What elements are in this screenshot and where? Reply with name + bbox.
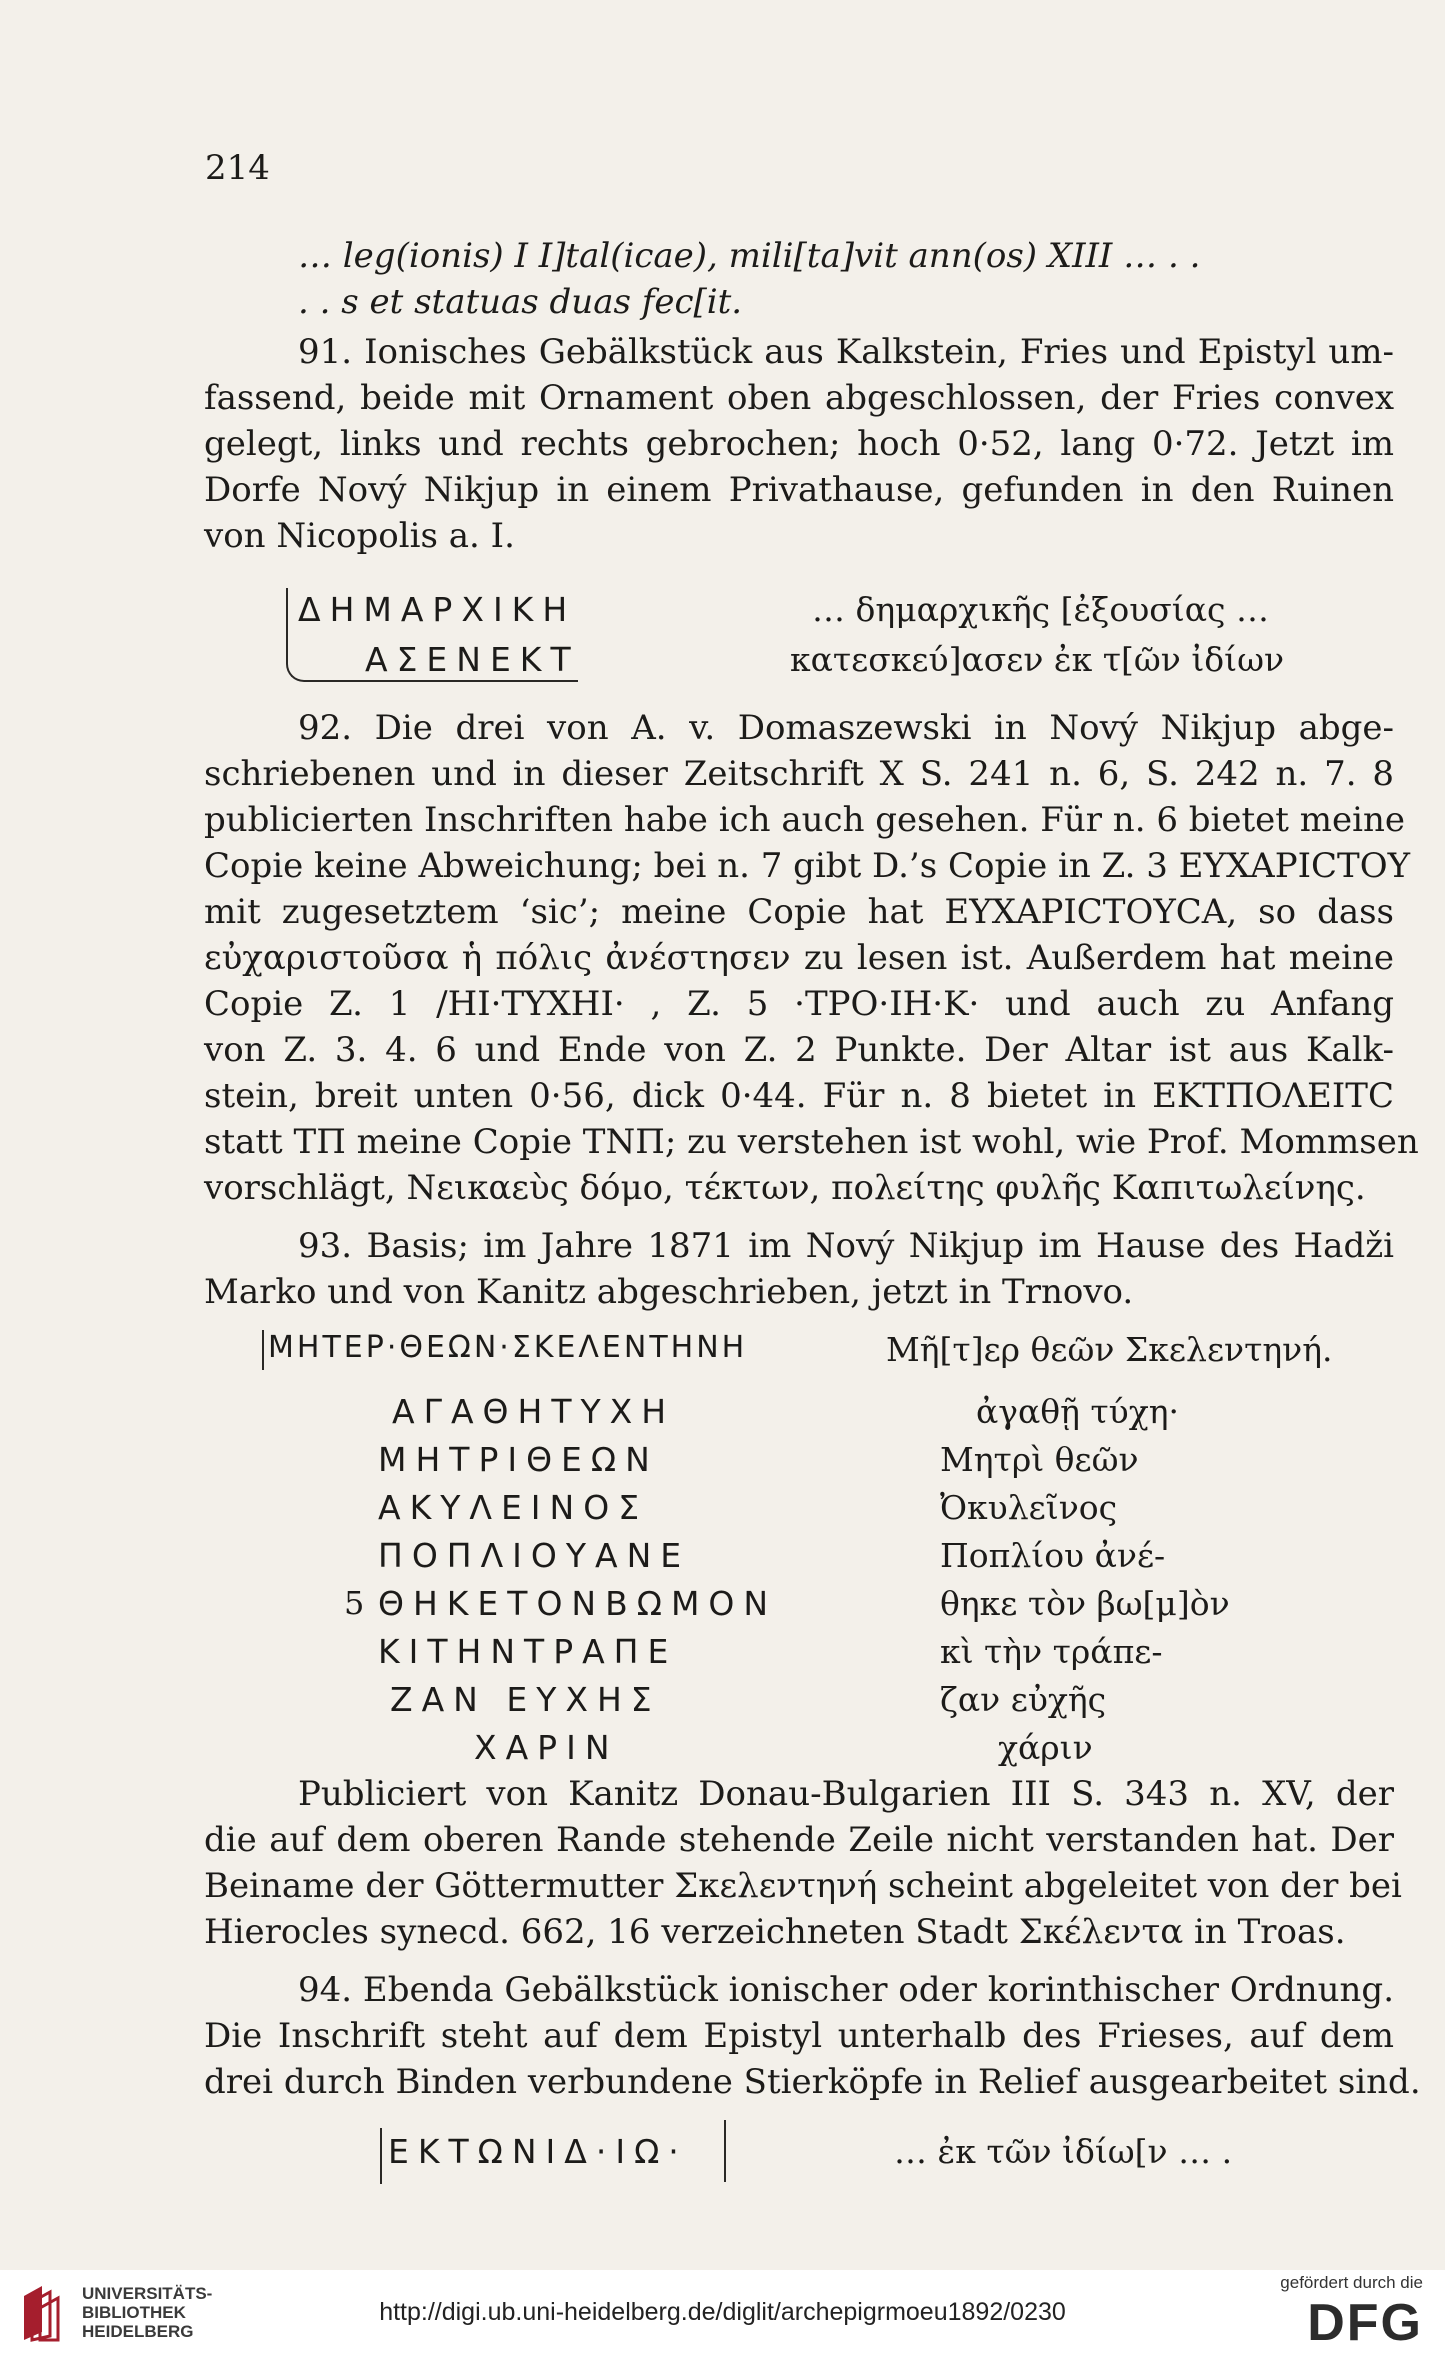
inscription-line: ΘΗΚΕΤΟΝΒΩΜΟΝ	[378, 1584, 778, 1623]
transcription-line: κατεσκεύ]ασεν ἐκ τ[ῶν ἰδίων	[790, 640, 1285, 679]
library-line: HEIDELBERG	[82, 2322, 194, 2341]
s93-after-line: Publiciert von Kanitz Donau-Bulgarien III S. 343 n. XV, der	[298, 1774, 1394, 1814]
header-inscription: ΜΗΤΕΡ·ΘΕΩΝ·ΣΚΕΛΕΝΤΗΝΗ	[268, 1330, 748, 1365]
s94-line: Die Inschrift steht auf dem Epistyl unterhalb des Frieses, auf dem	[204, 2016, 1394, 2056]
inscription-line: ΠΟΠΛΙΟΥΑΝΕ	[378, 1536, 691, 1575]
inscription-line: ΕΚΤΩΝΙΔ·ΙΩ·	[388, 2132, 688, 2171]
s94-line: 94. Ebenda Gebälkstück ionischer oder korinthischer Ordnung.	[298, 1970, 1394, 2010]
s92-line: publicierten Inschriften habe ich auch gesehen. Für n. 6 bietet meine	[204, 800, 1406, 840]
s92-line: εὐχαριστοῦσα ἡ πόλις ἀνέστησεν zu lesen ist. Außerdem hat meine	[204, 938, 1394, 978]
library-line: BIBLIOTHEK	[82, 2303, 186, 2322]
s93-line: 93. Basis; im Jahre 1871 im Nový Nikjup im Hause des Hadži	[298, 1226, 1394, 1266]
page-number: 214	[205, 148, 270, 188]
s93-line: Marko und von Kanitz abgeschrieben, jetzt in Trnovo.	[204, 1272, 1134, 1312]
s91-line: von Nicopolis a. I.	[204, 516, 515, 556]
inscription-line: ΔΗΜΑΡΧΙΚΗ	[298, 590, 577, 629]
transcription-line: χάριν	[998, 1728, 1093, 1767]
s92-line: statt ΤΠ meine Copie ΤΝΠ; zu verstehen ist wohl, wie Prof. Mommsen	[204, 1122, 1419, 1162]
bracket-mark	[724, 2120, 726, 2182]
transcription-line: Ποπλίου ἀνέ-	[940, 1536, 1166, 1575]
header-transcription: Μῆ[τ]ερ θεῶν Σκελεντηνή.	[886, 1330, 1333, 1369]
s91-line: fassend, beide mit Ornament oben abgeschlossen, der Fries convex	[204, 378, 1394, 418]
line-number: 5	[344, 1584, 365, 1622]
library-line: UNIVERSITÄTS-	[82, 2284, 213, 2303]
s92-line: 92. Die drei von A. v. Domaszewski in Nový Nikjup abge-	[298, 708, 1394, 748]
source-url-link[interactable]: http://digi.ub.uni-heidelberg.de/diglit/archepigrmoeu1892/0230	[379, 2298, 1066, 2326]
inscription-line: ΑΚΥΛΕΙΝΟΣ	[378, 1488, 649, 1527]
s93-after-line: Beiname der Göttermutter Σκελεντηνή scheint abgeleitet von der bei	[204, 1866, 1402, 1906]
transcription-line: κὶ τὴν τράπε-	[940, 1632, 1163, 1671]
transcription-line: θηκε τὸν βω[μ]ὸν	[940, 1584, 1230, 1623]
inscription-line: ΚΙΤΗΝΤΡΑΠΕ	[378, 1632, 678, 1671]
transcription-line: ζαν εὐχῆς	[940, 1680, 1107, 1719]
s92-line: von Z. 3. 4. 6 und Ende von Z. 2 Punkte. Der Altar ist aus Kalk-	[204, 1030, 1394, 1070]
s92-line: Copie keine Abweichung; bei n. 7 gibt D.’s Copie in Z. 3 ΕΥΧΑΡΙСΤΟΥ	[204, 846, 1411, 886]
inscription-line: ΖΑΝ ΕΥΧΗΣ	[390, 1680, 661, 1719]
inscription-line: ΜΗΤΡΙΘΕΩΝ	[378, 1440, 659, 1479]
s92-line: stein, breit unten 0·56, dick 0·44. Für n. 8 bietet in ΕΚΤΠΟΛΕΙΤС	[204, 1076, 1394, 1116]
s92-line: schriebenen und in dieser Zeitschrift X S. 241 n. 6, S. 242 n. 7. 8	[204, 754, 1394, 794]
s92-line: Copie Z. 1 /ΗΙ·ΤΥΧΗΙ· , Z. 5 ·ΤΡΟ·ΙΗ·Κ· und auch zu Anfang	[204, 984, 1394, 1024]
bracket-mark	[380, 2128, 382, 2184]
s92-line: mit zugesetztem ‘sic’; meine Copie hat ΕΥΧΑΡΙСΤΟΥСΑ, so dass	[204, 892, 1394, 932]
s93-after-line: die auf dem oberen Rande stehende Zeile nicht verstanden hat. Der	[204, 1820, 1394, 1860]
s91-line: Dorfe Nový Nikjup in einem Privathause, gefunden in den Ruinen	[204, 470, 1394, 510]
transcription-line: Ὀκυλεῖνος	[940, 1488, 1118, 1527]
inscription-line: ΑΣΕΝΕΚΤ	[365, 640, 580, 679]
s91-line: 91. Ionisches Gebälkstück aus Kalkstein, Fries und Epistyl um-	[298, 332, 1394, 372]
transcription-line: … ἐκ τῶν ἰδίω[ν … .	[894, 2132, 1233, 2171]
transcription-line: Μητρὶ θεῶν	[940, 1440, 1139, 1479]
intro-line-2: . . s et statuas duas fec[it.	[298, 282, 743, 322]
transcription-line: … δημαρχικῆς [ἐξουσίας …	[812, 590, 1269, 629]
s93-after-line: Hierocles synecd. 662, 16 verzeichneten Stadt Σκέλεντα in Troas.	[204, 1912, 1346, 1952]
inscription-line: ΑΓΑΘΗΤΥΧΗ	[392, 1392, 676, 1431]
s94-line: drei durch Binden verbundene Stierköpfe in Relief ausgearbeitet sind.	[204, 2062, 1421, 2102]
funded-by-label: gefördert durch die	[1280, 2273, 1423, 2292]
s92-line: vorschlägt, Νεικαεὺς δόμο, τέκτων, πολείτης φυλῆς Καπιτωλείνης.	[204, 1168, 1366, 1208]
intro-line-1: … leg(ionis) I I]tal(icae), mili[ta]vit ann(os) XIII … . .	[298, 236, 1201, 276]
s91-line: gelegt, links und rechts gebrochen; hoch 0·52, lang 0·72. Jetzt im	[204, 424, 1394, 464]
transcription-line: ἀγαθῇ τύχη·	[976, 1392, 1179, 1431]
dfg-logo: DFG	[1307, 2294, 1423, 2352]
inscription-line: ΧΑΡΙΝ	[474, 1728, 619, 1767]
bracket-mark	[262, 1330, 264, 1370]
